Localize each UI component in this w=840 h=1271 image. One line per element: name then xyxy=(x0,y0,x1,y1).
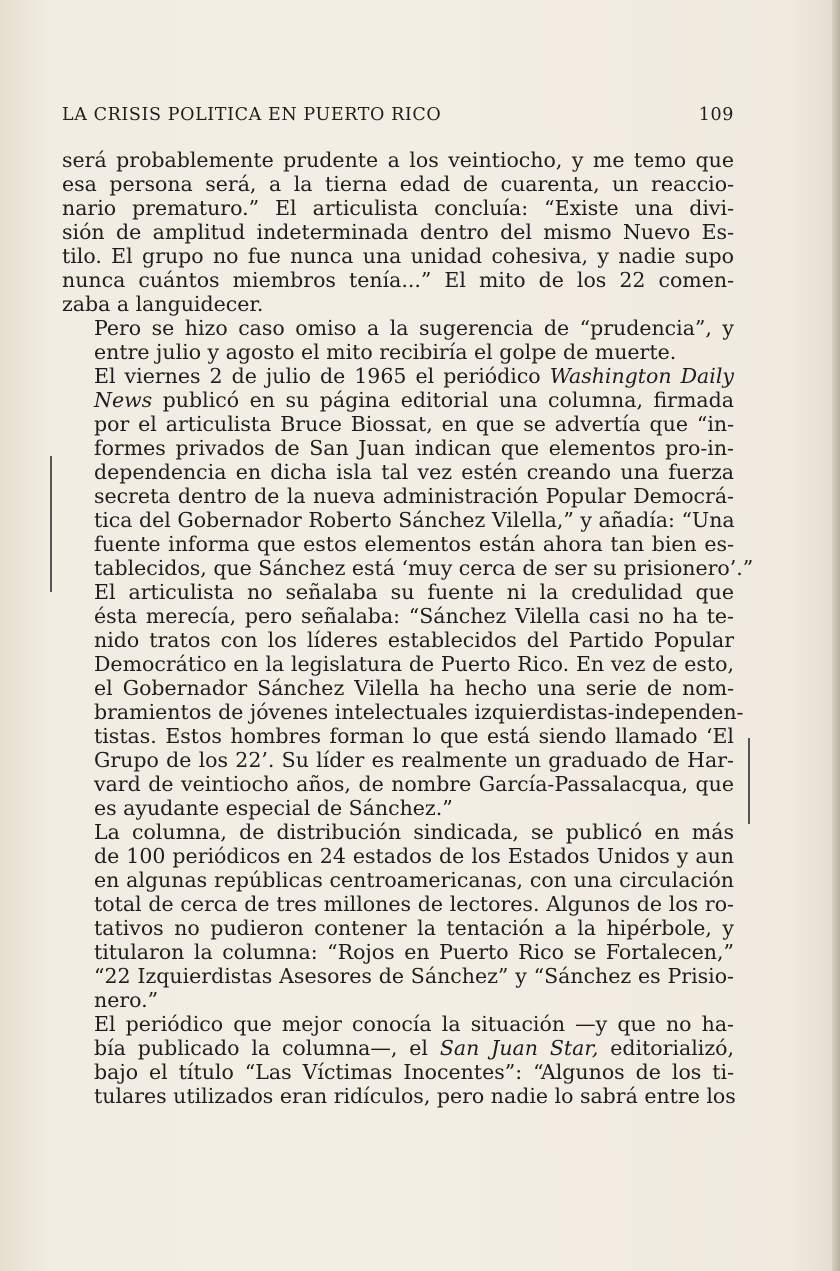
text-line: vard de veintiocho años, de nombre García-Passalacqua, que xyxy=(94,772,734,796)
text-line: de 100 periódicos en 24 estados de los Estados Unidos y aun xyxy=(94,844,734,868)
text-line: esa persona será, a la tierna edad de cuarenta, un reaccio- xyxy=(62,172,734,196)
text-line: El viernes 2 de julio de 1965 el periódico Washington Daily xyxy=(94,364,734,388)
paragraph xyxy=(62,316,734,364)
text-line: es ayudante especial de Sánchez.” xyxy=(94,796,453,820)
page-edge-shadow xyxy=(832,0,840,1271)
text-line: nario prematuro.” El articulista concluía: “Existe una divi- xyxy=(62,196,734,220)
text-line: El articulista no señalaba su fuente ni la credulidad que xyxy=(94,580,734,604)
text-line: “22 Izquierdistas Asesores de Sánchez” y “Sánchez es Prisio- xyxy=(94,964,734,988)
paragraph xyxy=(62,148,734,316)
running-title: LA CRISIS POLITICA EN PUERTO RICO xyxy=(62,105,442,125)
text-line: Democrático en la legislatura de Puerto Rico. En vez de esto, xyxy=(94,652,734,676)
paragraph xyxy=(62,580,744,820)
text-line: dependencia en dicha isla tal vez estén creando una fuerza xyxy=(94,460,734,484)
text-line: entre julio y agosto el mito recibiría el golpe de muerte. xyxy=(94,340,677,364)
paragraph xyxy=(62,820,734,1012)
text-line: será probablemente prudente a los veintiocho, y me temo que xyxy=(62,148,734,172)
margin-bar-left xyxy=(50,456,52,592)
text-line: ésta merecía, pero señalaba: “Sánchez Vilella casi no ha te- xyxy=(94,604,734,628)
text-line: tistas. Estos hombres forman lo que está siendo llamado ‘El xyxy=(94,724,734,748)
text-line: bía publicado la columna—, el San Juan Star, editorializó, xyxy=(94,1036,734,1060)
running-header xyxy=(62,105,734,125)
text-line: bramientos de jóvenes intelectuales izquierdistas-independen- xyxy=(94,700,744,724)
text-line: tablecidos, que Sánchez está ‘muy cerca de ser su prisionero’.” xyxy=(94,556,754,580)
publication-title: Washington Daily xyxy=(549,364,734,388)
text-line: fuente informa que estos elementos están ahora tan bien es- xyxy=(94,532,734,556)
text-line: tulares utilizados eran ridículos, pero nadie lo sabrá entre los xyxy=(94,1084,736,1108)
text-line: titularon la columna: “Rojos en Puerto Rico se Fortalecen,” xyxy=(94,940,734,964)
page-number: 109 xyxy=(698,105,734,125)
text-line: Pero se hizo caso omiso a la sugerencia de “prudencia”, y xyxy=(94,316,734,340)
text-line: La columna, de distribución sindicada, se publicó en más xyxy=(94,820,734,844)
text-line: secreta dentro de la nueva administración Popular Democrá- xyxy=(94,484,734,508)
text-line: sión de amplitud indeterminada dentro del mismo Nuevo Es- xyxy=(62,220,734,244)
text-line: News publicó en su página editorial una columna, firmada xyxy=(94,388,734,412)
text-line: por el articulista Bruce Biossat, en que se advertía que “in- xyxy=(94,412,734,436)
text-line: nunca cuántos miembros tenía...” El mito de los 22 comen- xyxy=(62,268,734,292)
text-line: tilo. El grupo no fue nunca una unidad cohesiva, y nadie supo xyxy=(62,244,734,268)
text-line: el Gobernador Sánchez Vilella ha hecho una serie de nom- xyxy=(94,676,734,700)
text-line: bajo el título “Las Víctimas Inocentes”: “Algunos de los ti- xyxy=(94,1060,734,1084)
text-line: nero.” xyxy=(94,988,159,1012)
text-line: zaba a languidecer. xyxy=(62,292,264,316)
text-line: nido tratos con los líderes establecidos del Partido Popular xyxy=(94,628,734,652)
text-line: tativos no pudieron contener la tentación a la hipérbole, y xyxy=(94,916,734,940)
text-line: Grupo de los 22’. Su líder es realmente un graduado de Har- xyxy=(94,748,734,772)
text-line: total de cerca de tres millones de lectores. Algunos de los ro- xyxy=(94,892,734,916)
text-line: tica del Gobernador Roberto Sánchez Vilella,” y añadía: “Una xyxy=(94,508,735,532)
publication-title: San Juan Star, xyxy=(439,1036,599,1060)
publication-title: News xyxy=(94,388,153,412)
margin-bar-right xyxy=(748,738,750,824)
body-text xyxy=(62,148,754,1108)
text-line: en algunas repúblicas centroamericanas, con una circulación xyxy=(94,868,734,892)
paragraph xyxy=(62,364,754,580)
paragraph xyxy=(62,1012,734,1108)
text-line: formes privados de San Juan indican que elementos pro-in- xyxy=(94,436,734,460)
text-line: El periódico que mejor conocía la situación —y que no ha- xyxy=(94,1012,734,1036)
